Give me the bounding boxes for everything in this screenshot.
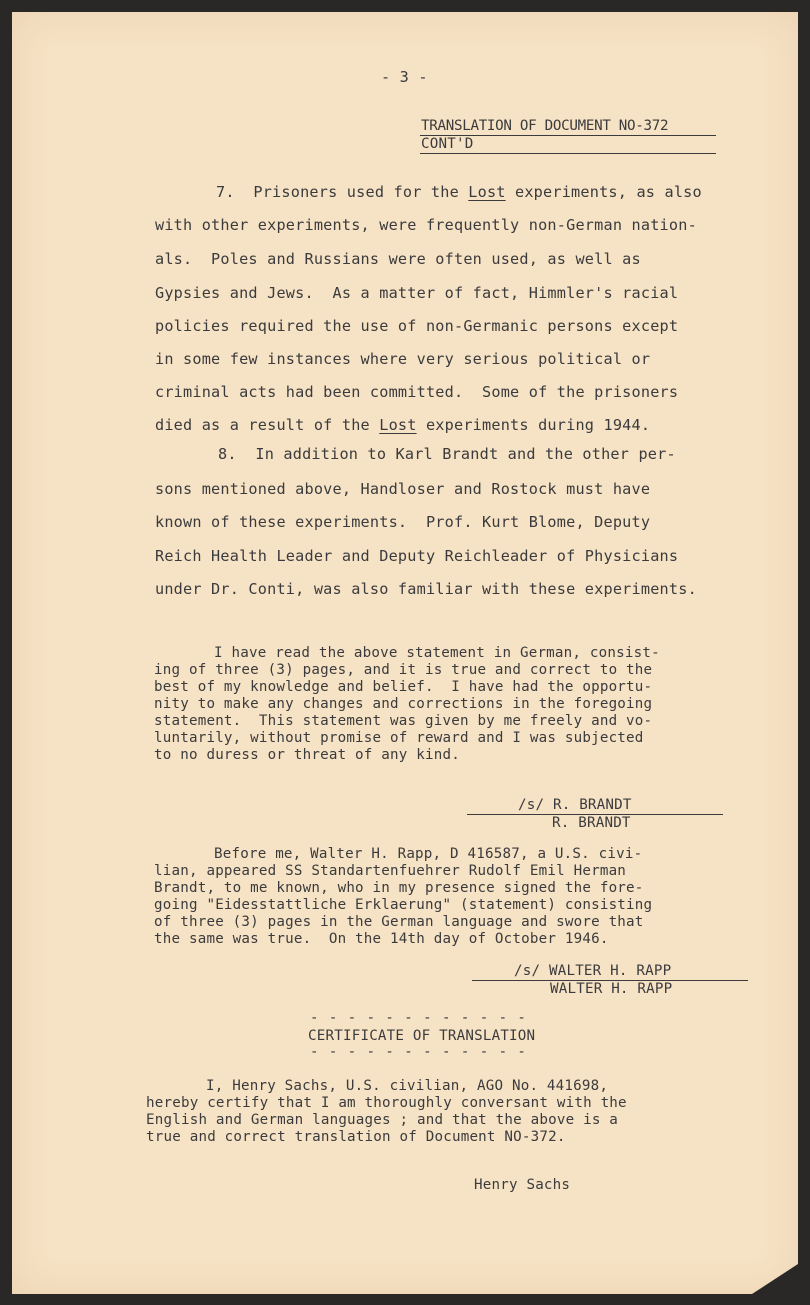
paragraph-7-line: in some few instances where very serious political or [155, 350, 651, 368]
statement-line: ing of three (3) pages, and it is true and correct to the [154, 662, 653, 678]
paragraph-8-line: known of these experiments. Prof. Kurt Blome, Deputy [155, 513, 651, 531]
document-page [12, 12, 798, 1294]
statement-line: statement. This statement was given by me freely and vo- [154, 713, 653, 729]
certificate-line: English and German languages ; and that the above is a [146, 1112, 619, 1128]
jurat-line: the same was true. On the 14th day of October 1946. [154, 931, 609, 947]
paragraph-7-line: Gypsies and Jews. As a matter of fact, Himmler's racial [155, 284, 679, 302]
statement-line: luntarily, without promise of reward and I was subjected [154, 730, 644, 746]
signature-brandt-typed: R. BRANDT [552, 815, 631, 831]
header-rule [420, 153, 716, 154]
paragraph-7-line: criminal acts had been committed. Some of the prisoners [155, 383, 679, 401]
paragraph-7-line: 7. Prisoners used for the Lost experiments, as also [216, 183, 702, 201]
signature-rapp-signed: /s/ WALTER H. RAPP [514, 963, 672, 979]
header-title: TRANSLATION OF DOCUMENT NO-372 [421, 118, 669, 134]
signature-brandt-signed: /s/ R. BRANDT [518, 797, 632, 813]
certificate-line: I, Henry Sachs, U.S. civilian, AGO No. 441698, [206, 1078, 609, 1094]
jurat-line: Brandt, to me known, who in my presence signed the fore- [154, 880, 644, 896]
certificate-line: true and correct translation of Document NO-372. [146, 1129, 566, 1145]
paragraph-8-line: sons mentioned above, Handloser and Rostock must have [155, 480, 651, 498]
paragraph-8-line: Reich Health Leader and Deputy Reichleader of Physicians [155, 547, 679, 565]
paragraph-7-line: als. Poles and Russians were often used, as well as [155, 250, 641, 268]
certificate-dashes-top: - - - - - - - - - - - - [310, 1010, 527, 1026]
certificate-title: CERTIFICATE OF TRANSLATION [308, 1028, 536, 1044]
jurat-line: Before me, Walter H. Rapp, D 416587, a U.S. civi- [214, 846, 643, 862]
torn-corner [752, 1264, 798, 1294]
jurat-line: going "Eidesstattliche Erklaerung" (statement) consisting [154, 897, 653, 913]
paragraph-7-line: with other experiments, were frequently non-German nation- [155, 216, 697, 234]
statement-line: to no duress or threat of any kind. [154, 747, 460, 763]
paragraph-7-line: policies required the use of non-Germanic persons except [155, 317, 679, 335]
signature-rapp-typed: WALTER H. RAPP [550, 981, 673, 997]
certificate-dashes-bottom: - - - - - - - - - - - - [310, 1044, 527, 1060]
statement-line: nity to make any changes and corrections in the foregoing [154, 696, 653, 712]
header-contd: CONT'D [421, 136, 474, 152]
certificate-line: hereby certify that I am thoroughly conversant with the [146, 1095, 627, 1111]
statement-line: best of my knowledge and belief. I have had the opportu- [154, 679, 653, 695]
paragraph-7-line: died as a result of the Lost experiments during 1944. [155, 416, 651, 434]
jurat-line: of three (3) pages in the German language and swore that [154, 914, 644, 930]
jurat-line: lian, appeared SS Standartenfuehrer Rudolf Emil Herman [154, 863, 627, 879]
paragraph-8-line: under Dr. Conti, was also familiar with these experiments. [155, 580, 697, 598]
translator-name: Henry Sachs [474, 1177, 571, 1193]
page-number: - 3 - [381, 68, 428, 86]
paragraph-8-line: 8. In addition to Karl Brandt and the other per- [218, 445, 676, 463]
statement-line: I have read the above statement in German, consist- [214, 645, 660, 661]
